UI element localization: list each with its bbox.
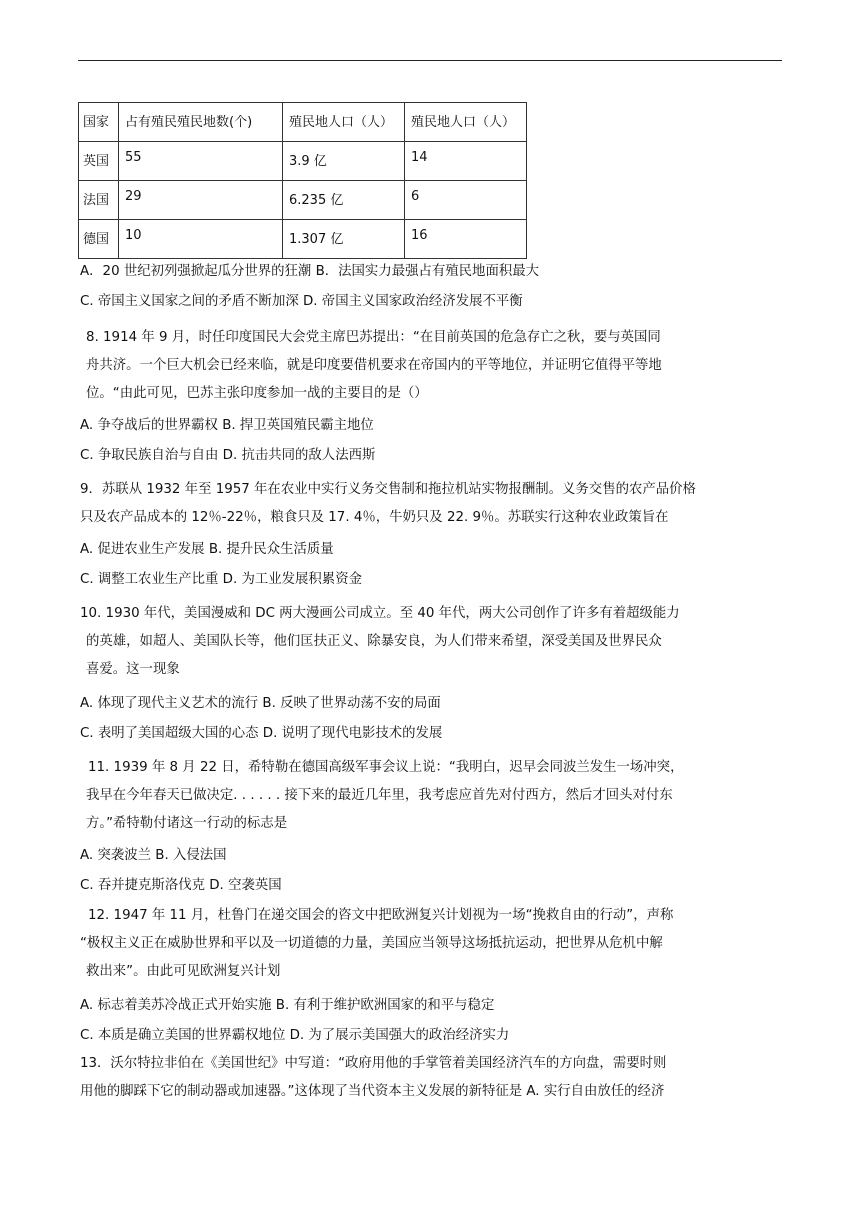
q7-option-cd: C. 帝国主义国家之间的矛盾不断加深 D. 帝国主义国家政治经济发展不平衡 (80, 294, 523, 309)
table-cell: 德国 (79, 220, 119, 259)
q12-option-cd: C. 本质是确立美国的世界霸权地位 D. 为了展示美国强大的政治经济实力 (80, 1028, 510, 1043)
table-header-cell: 占有殖民殖民地数(个) (119, 103, 283, 142)
q11-option-cd: C. 吞并捷克斯洛伐克 D. 空袭英国 (80, 878, 282, 893)
table-cell: 1.307 亿 (283, 220, 405, 259)
table-cell: 14 (405, 142, 527, 181)
table-cell: 英国 (79, 142, 119, 181)
q8-option-cd: C. 争取民族自治与自由 D. 抗击共同的敌人法西斯 (80, 448, 376, 463)
q12-option-ab: A. 标志着美苏冷战正式开始实施 B. 有利于维护欧洲国家的和平与稳定 (80, 998, 495, 1013)
q13-stem-line-2: 用他的脚踩下它的制动器或加速器。”这体现了当代资本主义发展的新特征是 A. 实行自由放任的经济 (80, 1084, 665, 1099)
q8-option-ab: A. 争夺战后的世界霸权 B. 捍卫英国殖民霸主地位 (80, 418, 374, 433)
table-cell: 29 (119, 181, 283, 220)
q9-option-ab: A. 促进农业生产发展 B. 提升民众生活质量 (80, 542, 334, 557)
q10-stem-line-1: 10. 1930 年代，美国漫威和 DC 两大漫画公司成立。至 40 年代，两大公司创作了许多有着超级能力 (80, 606, 680, 621)
q11-stem-line-1: 11. 1939 年 8 月 22 日，希特勒在德国高级军事会议上说：“我明白，迟早会同波兰发生一场冲突， (88, 760, 684, 775)
q11-option-ab: A. 突袭波兰 B. 入侵法国 (80, 848, 227, 863)
colony-table (78, 102, 527, 259)
q11-stem-line-3: 方。”希特勒付诸这一行动的标志是 (86, 816, 288, 831)
q13-stem-line-1: 13．沃尔特拉非伯在《美国世纪》中写道：“政府用他的手掌管着美国经济汽车的方向盘，需要时则 (80, 1056, 667, 1071)
q12-stem-line-1: 12. 1947 年 11 月，杜鲁门在递交国会的咨文中把欧洲复兴计划视为一场“挽救自由的行动”，声称 (88, 908, 674, 923)
q12-stem-line-3: 救出来”。由此可见欧洲复兴计划 (86, 964, 281, 979)
q7-option-ab: A．20 世纪初列强掀起瓜分世界的狂潮 B．法国实力最强占有殖民地面积最大 (80, 264, 540, 279)
page-top-rule (78, 60, 782, 61)
q9-option-cd: C. 调整工农业生产比重 D. 为工业发展积累资金 (80, 572, 362, 587)
table-cell: 法国 (79, 181, 119, 220)
table-cell: 6 (405, 181, 527, 220)
table-row (79, 220, 527, 259)
table-cell: 3.9 亿 (283, 142, 405, 181)
q10-stem-line-3: 喜爱。这一现象 (86, 662, 180, 677)
q8-stem-line-2: 舟共济。一个巨大机会已经来临，就是印度要借机要求在帝国内的平等地位，并证明它值得平等地 (86, 358, 662, 373)
table-header-cell: 国家 (79, 103, 119, 142)
q9-stem-line-2: 只及农产品成本的 12％-22％，粮食只及 17. 4％，牛奶只及 22. 9％。苏联实行这种农业政策旨在 (80, 510, 669, 525)
table-header-row (79, 103, 527, 142)
q9-stem-line-1: 9．苏联从 1932 年至 1957 年在农业中实行义务交售制和拖拉机站实物报酬制。义务交售的农产品价格 (80, 482, 696, 497)
table-row (79, 181, 527, 220)
q10-option-ab: A. 体现了现代主义艺术的流行 B. 反映了世界动荡不安的局面 (80, 696, 441, 711)
table-cell: 16 (405, 220, 527, 259)
q8-stem-line-3: 位。“由此可见，巴苏主张印度参加一战的主要目的是（） (86, 386, 428, 401)
table-header-cell: 殖民地人口（人） (283, 103, 405, 142)
table-header-cell: 殖民地人口（人） (405, 103, 527, 142)
q10-stem-line-2: 的英雄，如超人、美国队长等，他们匡扶正义、除暴安良，为人们带来希望，深受美国及世界民众 (86, 634, 662, 649)
q11-stem-line-2: 我早在今年春天已做决定. . . . . . 接下来的最近几年里，我考虑应首先对付西方，然后才回头对付东 (86, 788, 673, 803)
table-cell: 55 (119, 142, 283, 181)
table-cell: 10 (119, 220, 283, 259)
q8-stem-line-1: 8. 1914 年 9 月，时任印度国民大会党主席巴苏提出：“在目前英国的危急存亡之秋，要与英国同 (86, 330, 661, 345)
q12-stem-line-2: “极权主义正在威胁世界和平以及一切道德的力量，美国应当领导这场抵抗运动，把世界从危机中解 (80, 936, 663, 951)
table-row (79, 142, 527, 181)
q10-option-cd: C. 表明了美国超级大国的心态 D. 说明了现代电影技术的发展 (80, 726, 443, 741)
table-cell: 6.235 亿 (283, 181, 405, 220)
